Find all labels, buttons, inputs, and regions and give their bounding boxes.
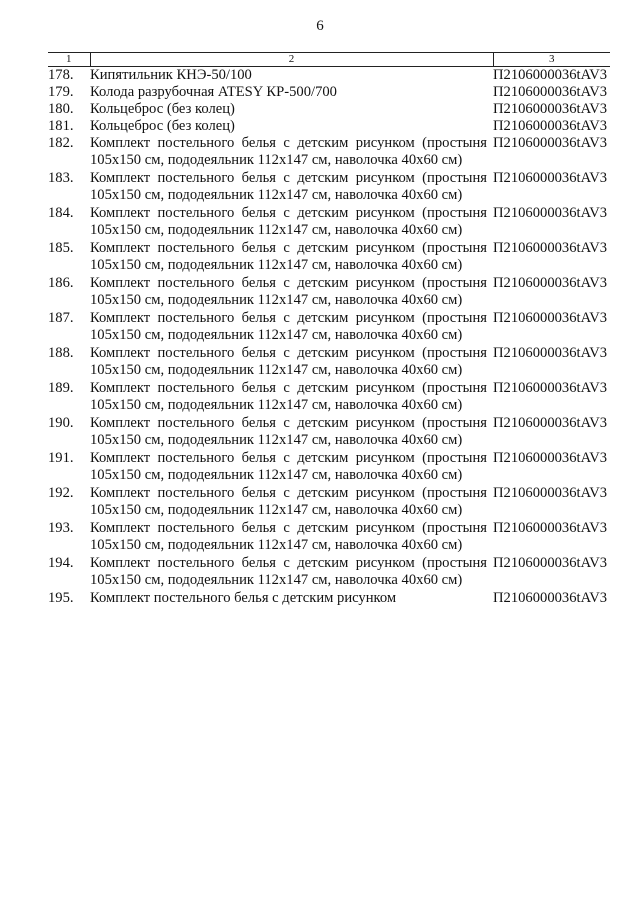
item-code: П2106000036tAV3 bbox=[493, 450, 608, 466]
table-row bbox=[48, 118, 610, 135]
row-number: 182. bbox=[48, 135, 74, 151]
row-number: 194. bbox=[48, 555, 74, 571]
item-code: П2106000036tAV3 bbox=[493, 590, 608, 606]
item-name: Комплект постельного белья с детским рисунком (простыня 105х150 см, пододеяльник 112х147 см, наволочка 40х60 см) bbox=[90, 380, 487, 413]
row-number: 191. bbox=[48, 450, 74, 466]
table-row bbox=[48, 205, 610, 240]
table-row bbox=[48, 170, 610, 205]
item-code: П2106000036tAV3 bbox=[493, 67, 608, 83]
item-code: П2106000036tAV3 bbox=[493, 205, 608, 221]
page-number: 6 bbox=[316, 18, 324, 34]
item-code: П2106000036tAV3 bbox=[493, 520, 608, 536]
item-name: Комплект постельного белья с детским рисунком (простыня 105х150 см, пододеяльник 112х147 см, наволочка 40х60 см) bbox=[90, 135, 487, 168]
row-number: 187. bbox=[48, 310, 74, 326]
table-row bbox=[48, 485, 610, 520]
item-code: П2106000036tAV3 bbox=[493, 170, 608, 186]
header-row bbox=[48, 53, 610, 67]
item-name: Комплект постельного белья с детским рисунком (простыня 105х150 см, пододеяльник 112х147 см, наволочка 40х60 см) bbox=[90, 450, 487, 483]
row-number: 184. bbox=[48, 205, 74, 221]
table-row bbox=[48, 101, 610, 118]
table-row bbox=[48, 590, 610, 607]
item-code: П2106000036tAV3 bbox=[493, 310, 608, 326]
table-row bbox=[48, 240, 610, 275]
table-body bbox=[48, 67, 610, 608]
row-number: 180. bbox=[48, 101, 74, 117]
row-number: 193. bbox=[48, 520, 74, 536]
row-number: 188. bbox=[48, 345, 74, 361]
row-number: 179. bbox=[48, 84, 74, 100]
row-number: 185. bbox=[48, 240, 74, 256]
item-code: П2106000036tAV3 bbox=[493, 101, 608, 117]
item-name: Кипятильник КНЭ-50/100 bbox=[90, 67, 252, 83]
item-code: П2106000036tAV3 bbox=[493, 84, 608, 100]
table-row bbox=[48, 380, 610, 415]
item-name: Комплект постельного белья с детским рисунком (простыня 105х150 см, пододеяльник 112х147 см, наволочка 40х60 см) bbox=[90, 310, 487, 343]
table-row bbox=[48, 275, 610, 310]
item-name: Комплект постельного белья с детским рисунком (простыня 105х150 см, пододеяльник 112х147 см, наволочка 40х60 см) bbox=[90, 520, 487, 553]
table-row bbox=[48, 84, 610, 101]
row-number: 192. bbox=[48, 485, 74, 501]
header-col-2: 2 bbox=[90, 53, 493, 67]
row-number: 186. bbox=[48, 275, 74, 291]
row-number: 183. bbox=[48, 170, 74, 186]
item-name: Комплект постельного белья с детским рисунком (простыня 105х150 см, пододеяльник 112х147 см, наволочка 40х60 см) bbox=[90, 205, 487, 238]
item-name: Комплект постельного белья с детским рисунком (простыня 105х150 см, пододеяльник 112х147 см, наволочка 40х60 см) bbox=[90, 240, 487, 273]
table-row bbox=[48, 310, 610, 345]
item-code: П2106000036tAV3 bbox=[493, 345, 608, 361]
row-number: 195. bbox=[48, 590, 74, 606]
table-row bbox=[48, 345, 610, 380]
item-code: П2106000036tAV3 bbox=[493, 380, 608, 396]
item-name: Кольцеброс (без колец) bbox=[90, 101, 235, 117]
item-name: Комплект постельного белья с детским рисунком (простыня 105х150 см, пододеяльник 112х147 см, наволочка 40х60 см) bbox=[90, 345, 487, 378]
item-name: Комплект постельного белья с детским рисунком (простыня 105х150 см, пододеяльник 112х147 см, наволочка 40х60 см) bbox=[90, 170, 487, 203]
item-name: Колода разрубочная ATESY КР-500/700 bbox=[90, 84, 337, 100]
item-name: Кольцеброс (без колец) bbox=[90, 118, 235, 134]
registry-table bbox=[48, 52, 610, 607]
item-code: П2106000036tAV3 bbox=[493, 415, 608, 431]
item-name: Комплект постельного белья с детским рисунком bbox=[90, 590, 397, 606]
table-row bbox=[48, 520, 610, 555]
table-row bbox=[48, 135, 610, 170]
item-name: Комплект постельного белья с детским рисунком (простыня 105х150 см, пододеяльник 112х147 см, наволочка 40х60 см) bbox=[90, 485, 487, 518]
item-code: П2106000036tAV3 bbox=[493, 275, 608, 291]
item-code: П2106000036tAV3 bbox=[493, 118, 608, 134]
table-row bbox=[48, 415, 610, 450]
table-header bbox=[48, 53, 610, 67]
item-code: П2106000036tAV3 bbox=[493, 485, 608, 501]
table-row bbox=[48, 67, 610, 85]
item-code: П2106000036tAV3 bbox=[493, 135, 608, 151]
row-number: 190. bbox=[48, 415, 74, 431]
row-number: 181. bbox=[48, 118, 74, 134]
item-code: П2106000036tAV3 bbox=[493, 240, 608, 256]
item-code: П2106000036tAV3 bbox=[493, 555, 608, 571]
table-row bbox=[48, 450, 610, 485]
item-name: Комплект постельного белья с детским рисунком (простыня 105х150 см, пододеяльник 112х147 см, наволочка 40х60 см) bbox=[90, 275, 487, 308]
item-name: Комплект постельного белья с детским рисунком (простыня 105х150 см, пододеяльник 112х147 см, наволочка 40х60 см) bbox=[90, 415, 487, 448]
row-number: 178. bbox=[48, 67, 74, 83]
header-col-3: 3 bbox=[493, 53, 610, 67]
table-row bbox=[48, 555, 610, 590]
item-name: Комплект постельного белья с детским рисунком (простыня 105х150 см, пододеяльник 112х147 см, наволочка 40х60 см) bbox=[90, 555, 487, 588]
header-col-1: 1 bbox=[48, 53, 90, 67]
row-number: 189. bbox=[48, 380, 74, 396]
